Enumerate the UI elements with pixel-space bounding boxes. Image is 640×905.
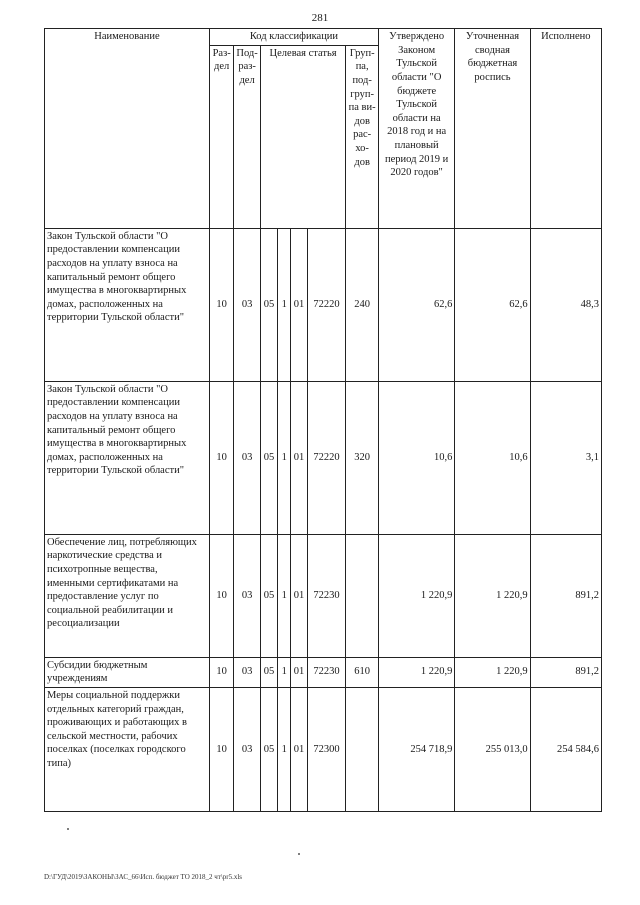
- row-approved: 1 220,9: [378, 657, 454, 687]
- row-target-part3: 01: [291, 381, 307, 534]
- row-group: 240: [346, 228, 379, 381]
- row-razdel: 10: [209, 228, 233, 381]
- row-target-part1: 05: [260, 381, 277, 534]
- row-podrazdel: 03: [234, 657, 260, 687]
- scan-speck: [67, 828, 69, 830]
- row-group: [346, 534, 379, 657]
- row-approved: 1 220,9: [378, 534, 454, 657]
- row-razdel: 10: [209, 657, 233, 687]
- footer-file-path: D:\ГУД\2019\ЗАКОНЫ\ЗАС_66\Исп. бюджет ТО 2018_2 чт\pr5.xls: [44, 873, 243, 881]
- row-name: Обеспечение лиц, потребляющих наркотические средства и психотропные вещества, именными сертификатами на предоставление услуг по социальной реабилитации и ресоциализации: [45, 534, 210, 657]
- table-row: [45, 534, 602, 657]
- header-target: Целевая статья: [260, 45, 346, 228]
- row-target-part4: 72300: [307, 687, 346, 811]
- header-podrazdel: Под-раз-дел: [234, 45, 260, 228]
- row-target-part1: 05: [260, 228, 277, 381]
- row-approved: 10,6: [378, 381, 454, 534]
- row-target-part4: 72230: [307, 657, 346, 687]
- scan-speck: [298, 853, 300, 855]
- table-row: [45, 381, 602, 534]
- row-target-part3: 01: [291, 687, 307, 811]
- row-target-part3: 01: [291, 534, 307, 657]
- row-executed: 891,2: [530, 657, 601, 687]
- row-refined: 62,6: [455, 228, 530, 381]
- row-refined: 255 013,0: [455, 687, 530, 811]
- row-refined: 1 220,9: [455, 534, 530, 657]
- row-podrazdel: 03: [234, 228, 260, 381]
- row-target-part1: 05: [260, 534, 277, 657]
- row-group: [346, 687, 379, 811]
- header-name: Наименование: [45, 29, 210, 229]
- header-refined: Уточненная сводная бюджетная роспись: [455, 29, 530, 229]
- row-target-part2: 1: [278, 381, 291, 534]
- row-name: Субсидии бюджетным учреждениям: [45, 657, 210, 687]
- row-refined: 1 220,9: [455, 657, 530, 687]
- row-razdel: 10: [209, 534, 233, 657]
- row-target-part4: 72220: [307, 228, 346, 381]
- row-razdel: 10: [209, 381, 233, 534]
- row-target-part3: 01: [291, 228, 307, 381]
- row-executed: 254 584,6: [530, 687, 601, 811]
- row-name: Закон Тульской области "О предоставлении компенсации расходов на уплату взноса на капитальный ремонт общего имущества в многоквартирных домах, расположенных на территории Тульской области": [45, 381, 210, 534]
- table-row: [45, 657, 602, 687]
- row-approved: 62,6: [378, 228, 454, 381]
- header-razdel: Раз-дел: [209, 45, 233, 228]
- table-row: [45, 228, 602, 381]
- row-name: Закон Тульской области "О предоставлении компенсации расходов на уплату взноса на капитальный ремонт общего имущества в многоквартирных домах, расположенных на территории Тульской области": [45, 228, 210, 381]
- row-executed: 48,3: [530, 228, 601, 381]
- row-target-part4: 72220: [307, 381, 346, 534]
- row-target-part3: 01: [291, 657, 307, 687]
- header-approved: Утверждено Законом Тульской области "О бюджете Тульской области на 2018 год и на плановый период 2019 и 2020 годов": [378, 29, 454, 229]
- row-refined: 10,6: [455, 381, 530, 534]
- row-target-part2: 1: [278, 657, 291, 687]
- header-code-group: Код классификации: [209, 29, 378, 46]
- header-group: Груп-па, под-груп-па ви-дов рас-хо-дов: [346, 45, 379, 228]
- row-executed: 891,2: [530, 534, 601, 657]
- page-number: 281: [311, 12, 329, 24]
- row-executed: 3,1: [530, 381, 601, 534]
- row-podrazdel: 03: [234, 534, 260, 657]
- row-group: 610: [346, 657, 379, 687]
- row-podrazdel: 03: [234, 381, 260, 534]
- row-target-part4: 72230: [307, 534, 346, 657]
- row-name: Меры социальной поддержки отдельных категорий граждан, проживающих и работающих в сельской местности, рабочих поселках (поселках городского типа): [45, 687, 210, 811]
- row-target-part2: 1: [278, 687, 291, 811]
- table-row: [45, 687, 602, 811]
- budget-table: [44, 28, 602, 812]
- row-approved: 254 718,9: [378, 687, 454, 811]
- row-razdel: 10: [209, 687, 233, 811]
- row-target-part2: 1: [278, 534, 291, 657]
- row-target-part2: 1: [278, 228, 291, 381]
- row-group: 320: [346, 381, 379, 534]
- row-target-part1: 05: [260, 687, 277, 811]
- row-podrazdel: 03: [234, 687, 260, 811]
- row-target-part1: 05: [260, 657, 277, 687]
- header-executed: Исполнено: [530, 29, 601, 229]
